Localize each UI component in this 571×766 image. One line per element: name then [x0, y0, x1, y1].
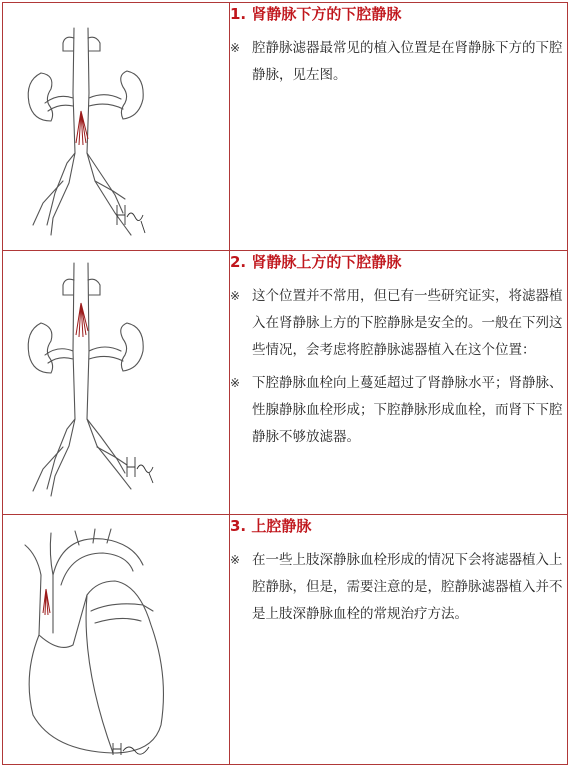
item-text: 腔静脉滤器最常见的植入位置是在肾静脉下方的下腔静脉，见左图。 — [252, 40, 563, 83]
section-title: 3. 上腔静脉 — [230, 517, 312, 535]
list-item — [230, 35, 567, 89]
text-cell — [230, 251, 568, 515]
figure-cell — [3, 3, 230, 251]
figure-cell — [3, 515, 230, 765]
ivc-filter-suprarenal-illustration — [3, 251, 229, 514]
table-row — [3, 3, 568, 251]
list-item — [230, 283, 567, 364]
reference-mark-icon: ※ — [230, 553, 241, 567]
item-text: 在一些上肢深静脉血栓形成的情况下会将滤器植入上腔静脉，但是，需要注意的是，腔静脉滤器植入并不是上肢深静脉血栓的常规治疗方法。 — [252, 552, 563, 622]
text-cell — [230, 3, 568, 251]
ivc-filter-infrarenal-illustration — [3, 3, 229, 250]
figure-cell — [3, 251, 230, 515]
reference-mark-icon: ※ — [230, 289, 241, 303]
text-cell — [230, 515, 568, 765]
list-item — [230, 547, 567, 628]
section-title: 1. 肾静脉下方的下腔静脉 — [230, 5, 402, 23]
table-row — [3, 251, 568, 515]
reference-mark-icon: ※ — [230, 41, 241, 55]
content-table — [2, 2, 568, 765]
item-text: 这个位置并不常用，但已有一些研究证实，将滤器植入在肾静脉上方的下腔静脉是安全的。一般在下列这些情况，会考虑将腔静脉滤器植入在这个位置： — [252, 288, 563, 358]
section-title: 2. 肾静脉上方的下腔静脉 — [230, 253, 402, 271]
svc-filter-heart-illustration — [3, 515, 229, 764]
list-item — [230, 370, 567, 451]
reference-mark-icon: ※ — [230, 376, 241, 390]
item-text: 下腔静脉血栓向上蔓延超过了肾静脉水平；肾静脉、性腺静脉血栓形成；下腔静脉形成血栓，而肾下下腔静脉不够放滤器。 — [252, 375, 563, 445]
table-row — [3, 515, 568, 765]
